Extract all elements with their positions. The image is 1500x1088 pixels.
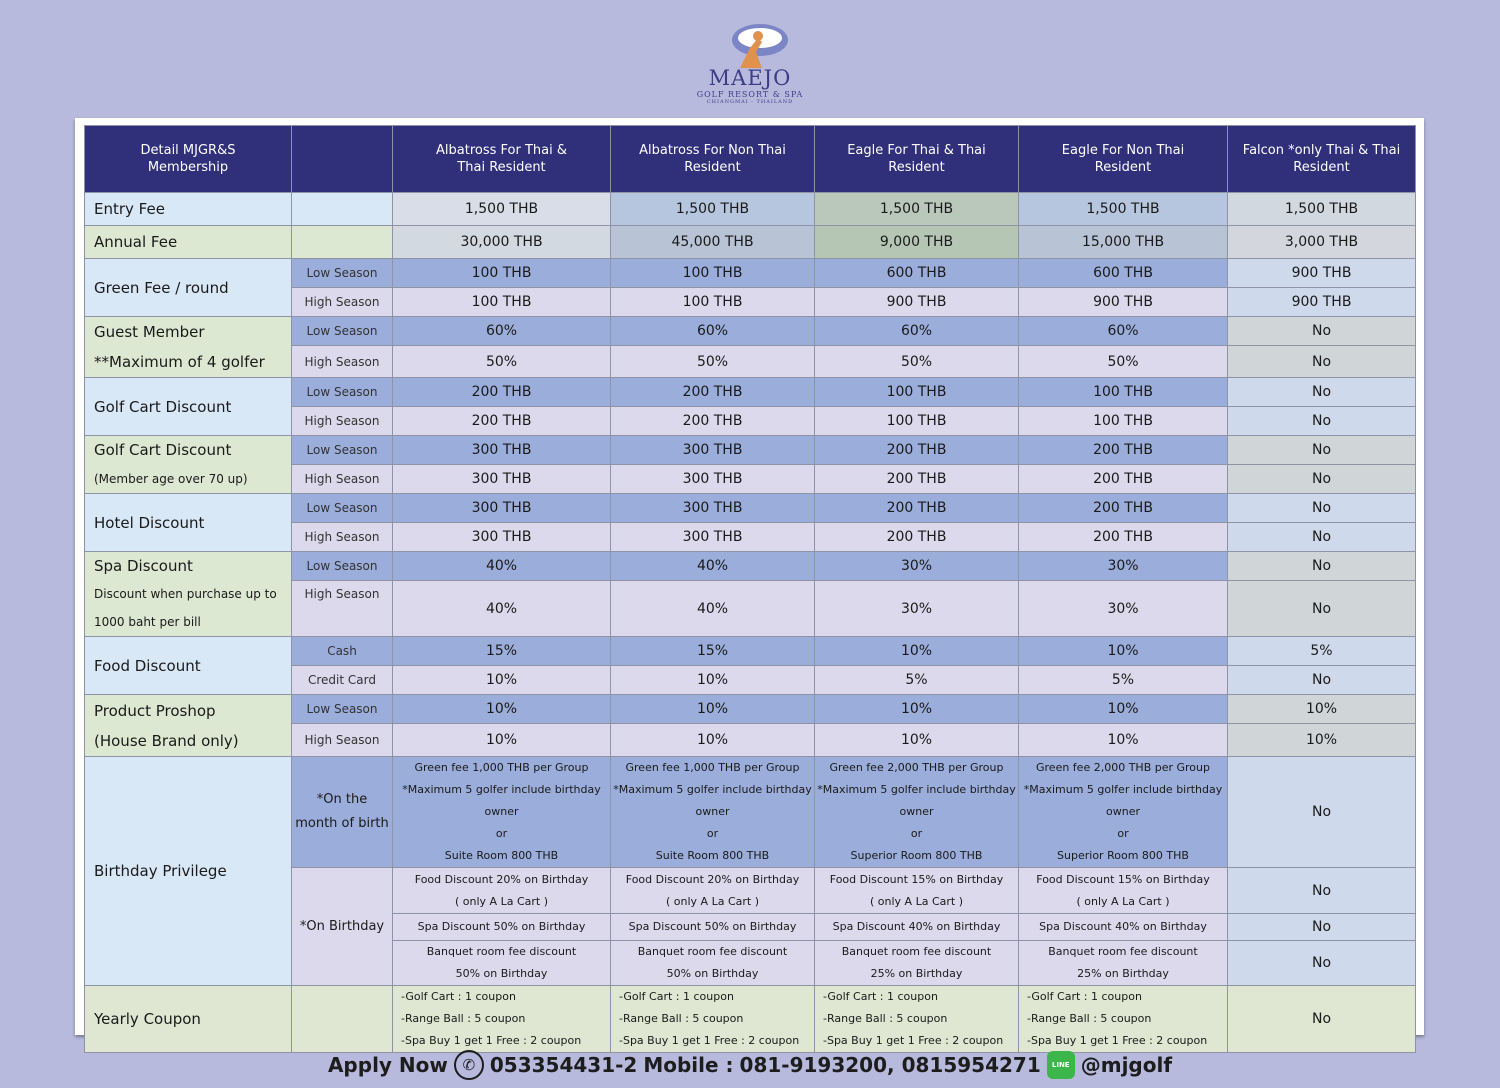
table-cell: 200 THB bbox=[393, 407, 611, 436]
table-row bbox=[85, 317, 1416, 346]
table-row bbox=[85, 378, 1416, 407]
table-cell: 300 THB bbox=[611, 436, 815, 465]
season-label: High Season bbox=[292, 724, 393, 757]
cell-line: -Golf Cart : 1 coupon bbox=[619, 990, 734, 1003]
row-label: Golf Cart Discount bbox=[85, 378, 292, 436]
header-col-3: Eagle For Thai & Thai Resident bbox=[815, 126, 1019, 193]
table-cell: 30% bbox=[815, 581, 1019, 637]
table-cell: 3,000 THB bbox=[1228, 226, 1416, 259]
table-cell: 300 THB bbox=[393, 494, 611, 523]
table-cell: 200 THB bbox=[1019, 494, 1228, 523]
cell-line: Food Discount 20% on Birthday bbox=[625, 872, 800, 886]
table-row bbox=[85, 552, 1416, 581]
table-cell: No bbox=[1228, 317, 1416, 346]
table-cell: 200 THB bbox=[815, 436, 1019, 465]
row-label: Green Fee / round bbox=[85, 259, 292, 317]
cell-line: ( only A La Cart ) bbox=[870, 894, 963, 908]
row-label: Yearly Coupon bbox=[85, 986, 292, 1053]
table-cell: Spa Discount 40% on Birthday bbox=[1019, 914, 1228, 941]
table-cell: 300 THB bbox=[393, 465, 611, 494]
table-cell: 10% bbox=[815, 637, 1019, 666]
row-label: Annual Fee bbox=[85, 226, 292, 259]
header-blank bbox=[292, 126, 393, 193]
table-cell bbox=[1019, 757, 1228, 868]
table-cell: 10% bbox=[393, 666, 611, 695]
cell-line: Green fee 1,000 THB per Group bbox=[414, 761, 589, 774]
table-cell bbox=[815, 757, 1019, 868]
header-col-2: Albatross For Non Thai Resident bbox=[611, 126, 815, 193]
row-label-title: Guest Member bbox=[94, 323, 205, 341]
table-cell: 30% bbox=[815, 552, 1019, 581]
cell-line: *Maximum 5 golfer include birthday owner bbox=[402, 783, 601, 818]
table-cell: 1,500 THB bbox=[1228, 193, 1416, 226]
table-cell: 50% bbox=[1019, 346, 1228, 378]
cell-line: -Spa Buy 1 get 1 Free : 2 coupon bbox=[823, 1034, 1004, 1047]
table-row bbox=[85, 695, 1416, 724]
row-label bbox=[85, 552, 292, 637]
table-cell: 9,000 THB bbox=[815, 226, 1019, 259]
table-cell: No bbox=[1228, 378, 1416, 407]
table-cell: 30,000 THB bbox=[393, 226, 611, 259]
row-label-note: (Member age over 70 up) bbox=[94, 472, 248, 486]
table-cell: 10% bbox=[1019, 695, 1228, 724]
table-cell: 60% bbox=[1019, 317, 1228, 346]
row-label bbox=[85, 695, 292, 757]
row-label-title: Golf Cart Discount bbox=[94, 441, 232, 459]
table-cell: 5% bbox=[1228, 637, 1416, 666]
table-cell bbox=[393, 868, 611, 914]
cell-line: Green fee 1,000 THB per Group bbox=[625, 761, 800, 774]
cell-line: -Range Ball : 5 coupon bbox=[619, 1012, 744, 1025]
table-cell: 10% bbox=[1228, 724, 1416, 757]
table-cell: 30% bbox=[1019, 552, 1228, 581]
table-cell: 300 THB bbox=[393, 523, 611, 552]
table-cell: 10% bbox=[1019, 724, 1228, 757]
table-cell: 100 THB bbox=[611, 259, 815, 288]
table-cell: 10% bbox=[1228, 695, 1416, 724]
row-label-title: Spa Discount bbox=[94, 556, 193, 575]
cell-line: Green fee 2,000 THB per Group bbox=[1036, 761, 1210, 774]
season-label: Low Season bbox=[292, 259, 393, 288]
header-col-5: Falcon *only Thai & Thai Resident bbox=[1228, 126, 1416, 193]
table-cell: 300 THB bbox=[393, 436, 611, 465]
table-cell: 900 THB bbox=[815, 288, 1019, 317]
logo bbox=[690, 18, 810, 110]
apply-now-text: Apply Now bbox=[327, 1053, 448, 1077]
table-cell bbox=[393, 941, 611, 986]
table-cell: 50% bbox=[393, 346, 611, 378]
cell-line: Superior Room 800 THB bbox=[850, 849, 983, 862]
cell-line: -Range Ball : 5 coupon bbox=[401, 1012, 526, 1025]
cell-line: Superior Room 800 THB bbox=[1057, 849, 1189, 862]
table-cell: 900 THB bbox=[1228, 288, 1416, 317]
table-cell: 600 THB bbox=[1019, 259, 1228, 288]
table-cell: 10% bbox=[815, 695, 1019, 724]
table-cell: 10% bbox=[1019, 637, 1228, 666]
table-cell: 10% bbox=[611, 695, 815, 724]
table-cell: Spa Discount 50% on Birthday bbox=[611, 914, 815, 941]
table-row bbox=[85, 637, 1416, 666]
table-cell: 45,000 THB bbox=[611, 226, 815, 259]
row-label: Birthday Privilege bbox=[85, 757, 292, 986]
cell-line: -Golf Cart : 1 coupon bbox=[401, 990, 516, 1003]
table-cell bbox=[611, 941, 815, 986]
season-label: High Season bbox=[292, 346, 393, 378]
row-label-note-2: 1000 baht per bill bbox=[94, 614, 201, 629]
cell-line: Green fee 2,000 THB per Group bbox=[829, 761, 1004, 774]
phone-number[interactable]: 053354431-2 bbox=[489, 1053, 638, 1077]
table-cell bbox=[815, 868, 1019, 914]
table-cell: 900 THB bbox=[1019, 288, 1228, 317]
cell-line: -Spa Buy 1 get 1 Free : 2 coupon bbox=[401, 1034, 582, 1047]
table-cell: 40% bbox=[393, 552, 611, 581]
table-cell: 10% bbox=[611, 666, 815, 695]
table-cell bbox=[611, 868, 815, 914]
table-cell: 100 THB bbox=[1019, 378, 1228, 407]
table-cell bbox=[611, 986, 815, 1053]
table-cell: 40% bbox=[393, 581, 611, 637]
cell-line: ( only A La Cart ) bbox=[455, 894, 548, 908]
cell-line: ( only A La Cart ) bbox=[1076, 894, 1170, 908]
logo-location: CHIANGMAI - THAILAND bbox=[706, 99, 794, 105]
table-cell: 1,500 THB bbox=[815, 193, 1019, 226]
birthday-month-sub2: month of birth bbox=[295, 816, 389, 831]
line-id[interactable]: @mjgolf bbox=[1080, 1053, 1173, 1077]
table-row bbox=[85, 494, 1416, 523]
table-cell: 1,500 THB bbox=[1019, 193, 1228, 226]
cell-line: 25% on Birthday bbox=[1077, 967, 1169, 980]
mobile-number[interactable]: 081-9193200, 0815954271 bbox=[739, 1053, 1041, 1077]
cell-line: Banquet room fee discount bbox=[637, 945, 788, 958]
cell-line: or bbox=[495, 827, 508, 840]
cell-line: Banquet room fee discount bbox=[1048, 945, 1198, 958]
season-label: High Season bbox=[292, 523, 393, 552]
cell-line: *Maximum 5 golfer include birthday owner bbox=[1023, 783, 1223, 818]
cell-line: ( only A La Cart ) bbox=[666, 894, 759, 908]
logo-brand: MAEJO bbox=[708, 66, 792, 90]
table-cell: 300 THB bbox=[611, 523, 815, 552]
table-row bbox=[85, 193, 1416, 226]
table-cell: 200 THB bbox=[393, 378, 611, 407]
membership-table bbox=[84, 125, 1416, 1053]
table-cell: 15,000 THB bbox=[1019, 226, 1228, 259]
cell-line: *Maximum 5 golfer include birthday owner bbox=[613, 783, 812, 818]
table-cell: 900 THB bbox=[1228, 259, 1416, 288]
table-cell: 100 THB bbox=[1019, 407, 1228, 436]
cell-line: 50% on Birthday bbox=[666, 967, 759, 980]
phone-icon: ✆ bbox=[454, 1050, 484, 1080]
footer bbox=[0, 1048, 1500, 1082]
table-row bbox=[85, 259, 1416, 288]
row-label-note: (House Brand only) bbox=[94, 731, 239, 750]
table-cell bbox=[1019, 868, 1228, 914]
table-cell: 60% bbox=[393, 317, 611, 346]
table-cell: 10% bbox=[393, 724, 611, 757]
cell-line: 50% on Birthday bbox=[455, 967, 548, 980]
season-label: Cash bbox=[292, 637, 393, 666]
table-cell bbox=[815, 986, 1019, 1053]
table-cell: 300 THB bbox=[611, 465, 815, 494]
table-cell: 100 THB bbox=[815, 378, 1019, 407]
table-cell: 100 THB bbox=[393, 259, 611, 288]
cell-line: Food Discount 20% on Birthday bbox=[414, 872, 589, 886]
season-label: Low Season bbox=[292, 378, 393, 407]
table-cell: Spa Discount 50% on Birthday bbox=[393, 914, 611, 941]
table-cell: No bbox=[1228, 941, 1416, 986]
table-cell: 40% bbox=[611, 581, 815, 637]
table-cell: No bbox=[1228, 552, 1416, 581]
table-cell: No bbox=[1228, 666, 1416, 695]
season-label: Low Season bbox=[292, 317, 393, 346]
table-cell: No bbox=[1228, 914, 1416, 941]
table-cell: 10% bbox=[393, 695, 611, 724]
cell-line: -Golf Cart : 1 coupon bbox=[823, 990, 938, 1003]
table-cell: 100 THB bbox=[815, 407, 1019, 436]
table-cell: No bbox=[1228, 868, 1416, 914]
table-cell: 15% bbox=[393, 637, 611, 666]
cell-line: 25% on Birthday bbox=[870, 967, 963, 980]
table-cell: 5% bbox=[1019, 666, 1228, 695]
birthday-month-sub1: *On the bbox=[316, 792, 368, 807]
table-cell: 200 THB bbox=[1019, 436, 1228, 465]
header-detail: Detail MJGR&S Membership bbox=[85, 126, 292, 193]
season-label: Low Season bbox=[292, 695, 393, 724]
table-cell: No bbox=[1228, 346, 1416, 378]
cell-line: or bbox=[910, 827, 923, 840]
table-cell: 5% bbox=[815, 666, 1019, 695]
table-cell: 300 THB bbox=[611, 494, 815, 523]
table-cell: No bbox=[1228, 523, 1416, 552]
cell-line: Banquet room fee discount bbox=[841, 945, 992, 958]
cell-line: Suite Room 800 THB bbox=[444, 849, 559, 862]
table-cell: No bbox=[1228, 494, 1416, 523]
mobile-label: Mobile : bbox=[643, 1053, 734, 1077]
table-cell: 15% bbox=[611, 637, 815, 666]
table-cell: 50% bbox=[815, 346, 1019, 378]
table-cell: 10% bbox=[815, 724, 1019, 757]
logo-subtitle: GOLF RESORT & SPA bbox=[696, 90, 804, 99]
season-label: High Season bbox=[292, 407, 393, 436]
cell-line: Food Discount 15% on Birthday bbox=[829, 872, 1004, 886]
table-cell bbox=[1019, 941, 1228, 986]
table-cell bbox=[1019, 986, 1228, 1053]
table-cell: No bbox=[1228, 436, 1416, 465]
cell-line: Suite Room 800 THB bbox=[655, 849, 770, 862]
row-label-note: Discount when purchase up to bbox=[94, 586, 277, 601]
table-cell: 10% bbox=[611, 724, 815, 757]
header-col-4: Eagle For Non Thai Resident bbox=[1019, 126, 1228, 193]
table-row bbox=[85, 757, 1416, 868]
table-cell: 40% bbox=[611, 552, 815, 581]
table-cell: 50% bbox=[611, 346, 815, 378]
row-label: Hotel Discount bbox=[85, 494, 292, 552]
header-row bbox=[85, 126, 1416, 193]
table-cell: 200 THB bbox=[815, 494, 1019, 523]
table-cell: No bbox=[1228, 986, 1416, 1053]
cell-line: *Maximum 5 golfer include birthday owner bbox=[817, 783, 1016, 818]
table-cell bbox=[393, 986, 611, 1053]
table-cell: 200 THB bbox=[815, 465, 1019, 494]
table-cell: 200 THB bbox=[1019, 523, 1228, 552]
row-label: Entry Fee bbox=[85, 193, 292, 226]
season-label: Low Season bbox=[292, 436, 393, 465]
row-label bbox=[85, 317, 292, 378]
table-cell: 60% bbox=[611, 317, 815, 346]
season-label bbox=[292, 757, 393, 868]
table-cell bbox=[815, 941, 1019, 986]
row-label bbox=[85, 436, 292, 494]
cell-line: Banquet room fee discount bbox=[426, 945, 577, 958]
cell-line: -Range Ball : 5 coupon bbox=[823, 1012, 948, 1025]
logo-icon bbox=[710, 18, 790, 70]
table-cell: 600 THB bbox=[815, 259, 1019, 288]
table-cell: 1,500 THB bbox=[393, 193, 611, 226]
table-cell: Spa Discount 40% on Birthday bbox=[815, 914, 1019, 941]
table-cell: 100 THB bbox=[611, 288, 815, 317]
cell-line: Food Discount 15% on Birthday bbox=[1036, 872, 1210, 886]
table-row bbox=[85, 436, 1416, 465]
table-cell: 100 THB bbox=[393, 288, 611, 317]
season-label: Low Season bbox=[292, 494, 393, 523]
cell-line: -Spa Buy 1 get 1 Free : 2 coupon bbox=[619, 1034, 800, 1047]
line-icon[interactable]: LINE bbox=[1047, 1051, 1075, 1079]
table-row bbox=[85, 986, 1416, 1053]
cell-line: or bbox=[1117, 827, 1129, 840]
table-cell: No bbox=[1228, 757, 1416, 868]
season-label: High Season bbox=[292, 581, 393, 637]
table-cell: 200 THB bbox=[611, 407, 815, 436]
table-cell: No bbox=[1228, 407, 1416, 436]
table-cell: No bbox=[1228, 581, 1416, 637]
table-row bbox=[85, 226, 1416, 259]
row-label-note: **Maximum of 4 golfer bbox=[94, 353, 265, 371]
table-cell bbox=[393, 757, 611, 868]
cell-line: -Spa Buy 1 get 1 Free : 2 coupon bbox=[1027, 1034, 1208, 1047]
header-col-1: Albatross For Thai & Thai Resident bbox=[393, 126, 611, 193]
season-label: *On Birthday bbox=[292, 868, 393, 986]
season-label: High Season bbox=[292, 288, 393, 317]
table-cell: 200 THB bbox=[815, 523, 1019, 552]
table-cell: 200 THB bbox=[1019, 465, 1228, 494]
table-cell: No bbox=[1228, 465, 1416, 494]
table-cell: 200 THB bbox=[611, 378, 815, 407]
season-label: High Season bbox=[292, 465, 393, 494]
season-label: Credit Card bbox=[292, 666, 393, 695]
row-label-title: Product Proshop bbox=[94, 701, 216, 720]
table-cell: 60% bbox=[815, 317, 1019, 346]
table-cell: 30% bbox=[1019, 581, 1228, 637]
row-label: Food Discount bbox=[85, 637, 292, 695]
table-cell: 1,500 THB bbox=[611, 193, 815, 226]
table-cell bbox=[611, 757, 815, 868]
cell-line: -Golf Cart : 1 coupon bbox=[1027, 990, 1142, 1003]
cell-line: -Range Ball : 5 coupon bbox=[1027, 1012, 1152, 1025]
cell-line: or bbox=[706, 827, 719, 840]
season-label: Low Season bbox=[292, 552, 393, 581]
